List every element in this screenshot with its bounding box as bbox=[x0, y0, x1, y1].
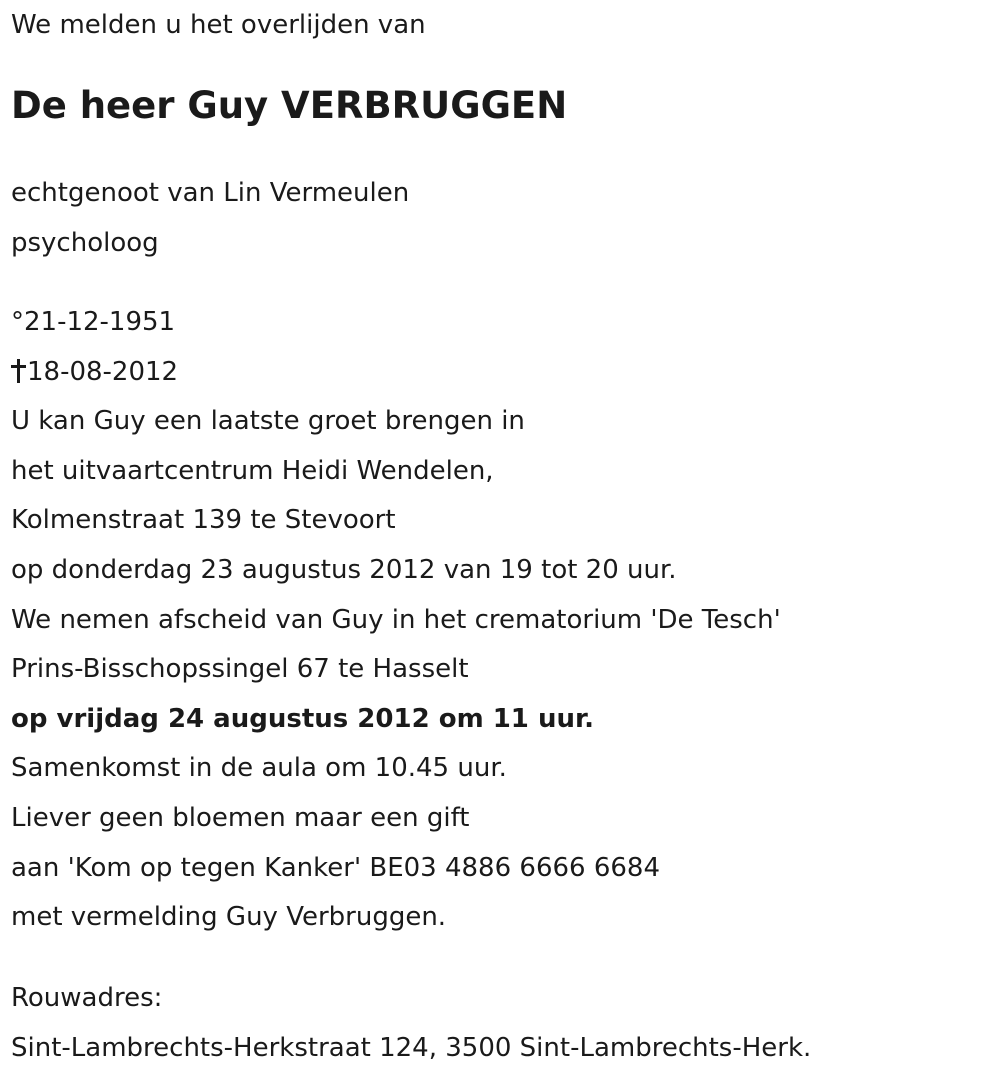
mourning-address-block bbox=[11, 974, 811, 1073]
funeral-date: op vrijdag 24 augustus 2012 om 11 uur. bbox=[11, 703, 594, 734]
deceased-name: De heer Guy VERBRUGGEN bbox=[11, 84, 568, 127]
detail-line: op donderdag 23 augustus 2012 van 19 tot 20 uur. bbox=[11, 554, 677, 585]
death-line bbox=[11, 348, 781, 398]
details-block bbox=[11, 298, 781, 943]
relation-profession: psycholoog bbox=[11, 227, 159, 258]
address-label: Rouwadres: bbox=[11, 983, 163, 1013]
address-value: Sint-Lambrechts-Herkstraat 124, 3500 Sint-Lambrechts-Herk. bbox=[11, 1032, 812, 1063]
death-date: 18-08-2012 bbox=[27, 356, 179, 387]
detail-line: aan 'Kom op tegen Kanker' BE03 4886 6666 6684 bbox=[11, 852, 660, 883]
detail-line: Liever geen bloemen maar een gift bbox=[11, 802, 470, 833]
detail-line: Kolmenstraat 139 te Stevoort bbox=[11, 505, 396, 536]
detail-line: Prins-Bisschopssingel 67 te Hasselt bbox=[11, 654, 469, 685]
detail-line: het uitvaartcentrum Heidi Wendelen, bbox=[11, 455, 494, 486]
intro-text: We melden u het overlijden van bbox=[11, 10, 426, 40]
relations-block bbox=[11, 169, 409, 268]
relation-spouse: echtgenoot van Lin Vermeulen bbox=[11, 178, 410, 208]
detail-line: met vermelding Guy Verbruggen. bbox=[11, 902, 447, 933]
birth-date: °21-12-1951 bbox=[11, 307, 176, 337]
detail-line: We nemen afscheid van Guy in het crematorium 'De Tesch' bbox=[11, 604, 781, 635]
detail-line: U kan Guy een laatste groet brengen in bbox=[11, 406, 525, 437]
cross-icon bbox=[11, 359, 26, 383]
detail-line: Samenkomst in de aula om 10.45 uur. bbox=[11, 753, 507, 784]
